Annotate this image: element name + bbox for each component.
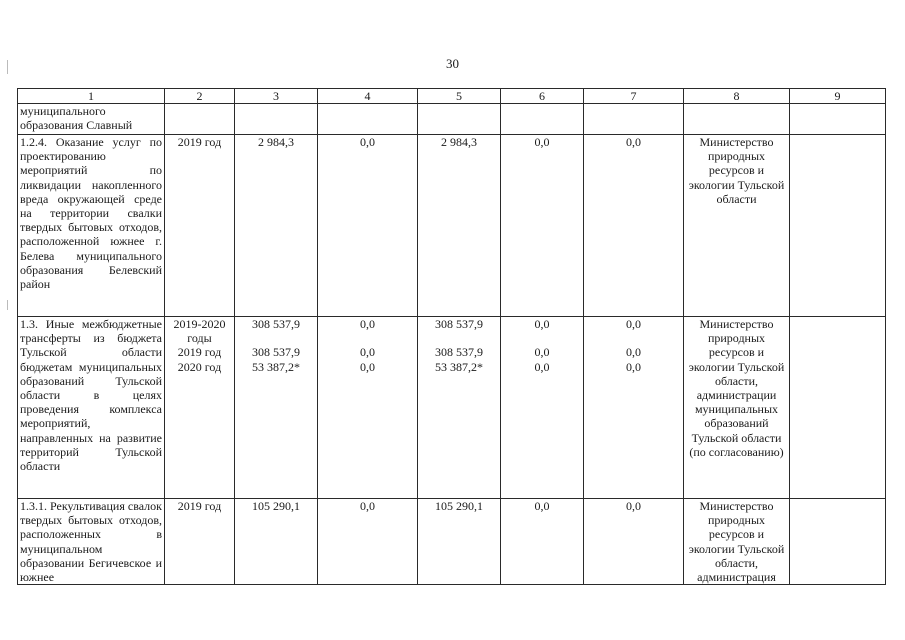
amount-value: 105 290,1: [435, 499, 483, 513]
amount-value: 0,0: [534, 345, 550, 360]
period-cell: [165, 135, 235, 317]
extrabudgetary-cell: [584, 104, 684, 135]
amount-value: 308 537,9: [252, 345, 300, 360]
table-row: [18, 135, 886, 317]
amount-value: 0,0: [534, 499, 550, 513]
amount-value: 0,0: [360, 135, 375, 149]
period-value: 2019 год: [177, 345, 222, 360]
amount-value: 0,0: [626, 359, 641, 374]
amount-value: 0,0: [360, 345, 375, 360]
column-header: 8: [684, 89, 790, 104]
amount-value: 0,0: [360, 499, 375, 513]
executor-cell: [684, 104, 790, 135]
total-funding-cell: [235, 104, 318, 135]
period-cell: [165, 104, 235, 135]
amount-value: 308 537,9: [435, 317, 483, 331]
regional-budget-cell: [418, 317, 501, 499]
column-header: 1: [18, 89, 165, 104]
local-budget-cell: [501, 317, 584, 499]
amount-value: 53 387,2*: [435, 359, 483, 374]
column-header: 4: [318, 89, 418, 104]
amount-value: 0,0: [626, 345, 641, 360]
amount-value: [420, 331, 498, 345]
page-number: 30: [446, 56, 459, 71]
amount-value: 0,0: [360, 317, 375, 331]
regional-budget-cell: [418, 499, 501, 585]
table-row: [18, 104, 886, 135]
budget-table: [17, 88, 886, 585]
period-value: 2019 год: [177, 499, 222, 513]
local-budget-cell: [501, 104, 584, 135]
amount-value: 0,0: [626, 135, 641, 149]
federal-budget-cell: [318, 135, 418, 317]
amount-value: 0,0: [534, 135, 550, 149]
amount-value: 2 984,3: [258, 135, 294, 149]
extrabudgetary-cell: [584, 317, 684, 499]
period-value: 2020 год: [177, 359, 222, 374]
result-cell: [790, 499, 886, 585]
period-cell: [165, 317, 235, 499]
amount-value: 105 290,1: [252, 499, 300, 513]
total-funding-cell: [235, 135, 318, 317]
total-funding-cell: [235, 499, 318, 585]
amount-value: [237, 331, 315, 345]
table-row: [18, 499, 886, 585]
measure-name-cell: 1.2.4. Оказание услуг по проектированию мероприятий по ликвидации накопленного вреда окружающей среде на территории свалки твердых бытовых отходов, расположенной южнее г. Белева муниципального образования Белевский район: [18, 135, 165, 317]
amount-value: 0,0: [360, 359, 375, 374]
amount-value: 308 537,9: [435, 345, 483, 360]
extrabudgetary-cell: [584, 499, 684, 585]
amount-value: 0,0: [534, 359, 550, 374]
amount-value: 308 537,9: [252, 317, 300, 331]
column-header: 9: [790, 89, 886, 104]
measure-name-cell: 1.3.1. Рекультивация свалок твердых бытовых отходов, расположенных в муниципальном образовании Бегичевское и южнее: [18, 499, 165, 585]
extrabudgetary-cell: [584, 135, 684, 317]
column-header: 3: [235, 89, 318, 104]
period-value: 2019 год: [177, 135, 222, 149]
column-header: 6: [501, 89, 584, 104]
result-cell: [790, 104, 886, 135]
scan-edge-mark: [7, 300, 8, 310]
period-cell: [165, 499, 235, 585]
regional-budget-cell: [418, 135, 501, 317]
column-header: 7: [584, 89, 684, 104]
period-value: годы: [187, 331, 212, 346]
header-row: [18, 89, 886, 104]
federal-budget-cell: [318, 317, 418, 499]
measure-name-cell: 1.3. Иные межбюджетные трансферты из бюджета Тульской области бюджетам муниципальных образований Тульской области в целях проведения комплекса мероприятий, направленных на развитие территорий Тульской области: [18, 317, 165, 499]
regional-budget-cell: [418, 104, 501, 135]
executor-cell: Министерство природных ресурсов и экологии Тульской области, администрация: [684, 499, 790, 585]
amount-value: [320, 331, 415, 345]
total-funding-cell: [235, 317, 318, 499]
period-value: 2019-2020: [173, 317, 226, 331]
executor-cell: Министерство природных ресурсов и экологии Тульской области, администрации муниципальных образований Тульской области (по согласованию): [684, 317, 790, 499]
table-row: [18, 317, 886, 499]
amount-value: 0,0: [626, 317, 641, 331]
local-budget-cell: [501, 135, 584, 317]
amount-value: [586, 331, 681, 345]
result-cell: [790, 135, 886, 317]
amount-value: 0,0: [534, 317, 550, 331]
measure-name-cell: муниципального образования Славный: [18, 104, 165, 135]
executor-cell: Министерство природных ресурсов и экологии Тульской области: [684, 135, 790, 317]
amount-value: 2 984,3: [441, 135, 477, 149]
column-header: 2: [165, 89, 235, 104]
result-cell: [790, 317, 886, 499]
column-header: 5: [418, 89, 501, 104]
amount-value: 53 387,2*: [252, 359, 300, 374]
federal-budget-cell: [318, 104, 418, 135]
federal-budget-cell: [318, 499, 418, 585]
local-budget-cell: [501, 499, 584, 585]
amount-value: 0,0: [626, 499, 641, 513]
amount-value: [503, 331, 581, 345]
